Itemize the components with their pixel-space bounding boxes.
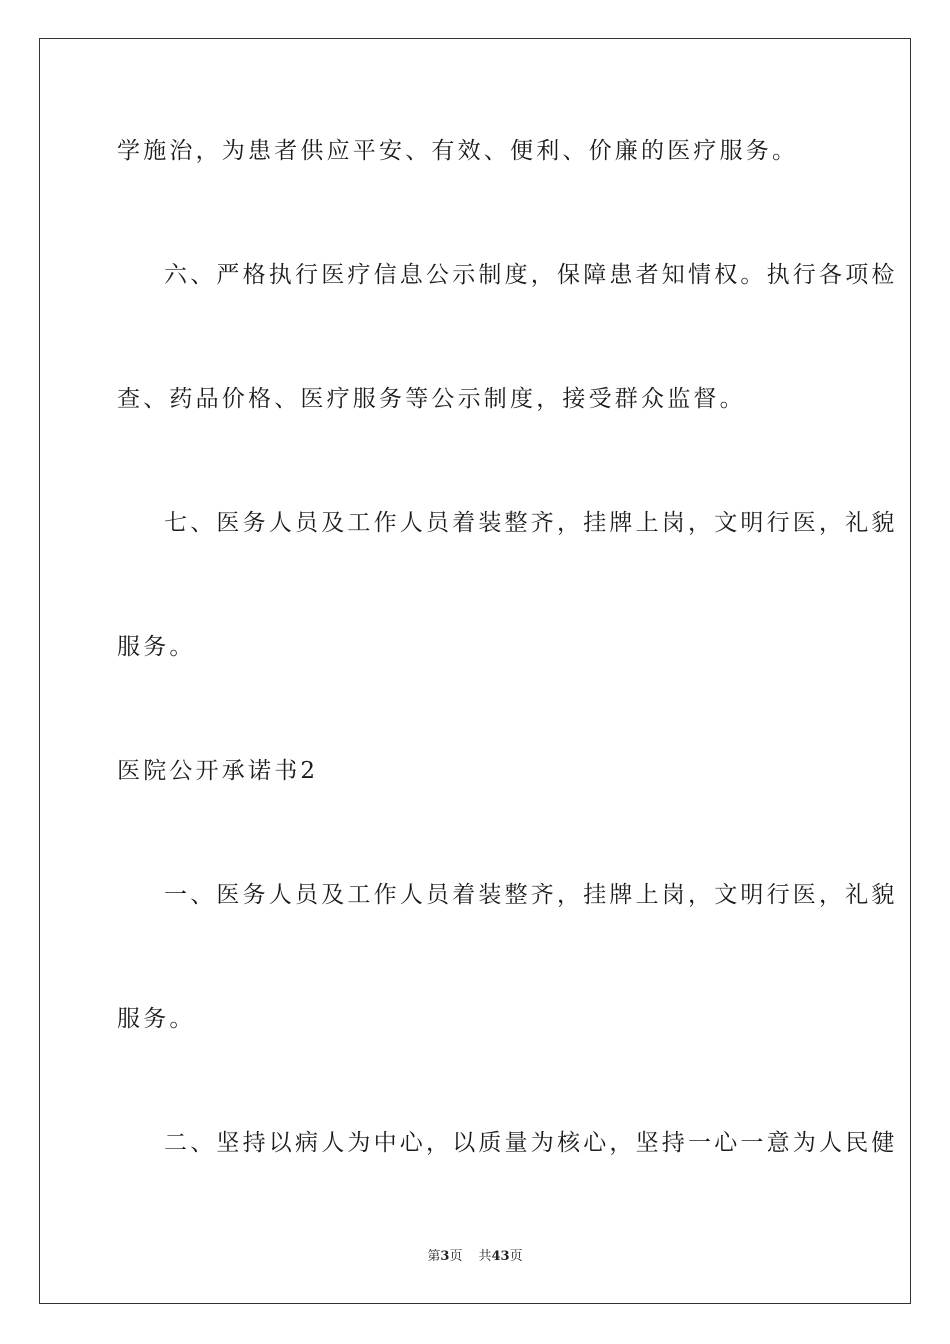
paragraph-line-1: 学施治，为患者供应平安、有效、便利、价廉的医疗服务。 <box>117 138 799 164</box>
paragraph-line-2: 六、严格执行医疗信息公示制度，保障患者知情权。执行各项检 <box>164 262 898 288</box>
page-number: 3 <box>440 1249 450 1264</box>
page-border <box>39 38 911 1304</box>
total-suffix: 页 <box>509 1249 523 1264</box>
paragraph-line-5: 服务。 <box>117 634 196 660</box>
paragraph-line-4: 七、医务人员及工作人员着装整齐，挂牌上岗，文明行医，礼貌 <box>164 510 898 536</box>
page-suffix: 页 <box>449 1249 463 1264</box>
section-heading: 医院公开承诺书2 <box>117 758 319 784</box>
paragraph-line-8: 二、坚持以病人为中心，以质量为核心，坚持一心一意为人民健 <box>164 1130 898 1156</box>
total-pages: 43 <box>491 1249 510 1264</box>
paragraph-line-7: 服务。 <box>117 1006 196 1032</box>
page-footer <box>0 1248 950 1266</box>
page-prefix: 第 <box>427 1249 441 1264</box>
paragraph-line-3: 查、药品价格、医疗服务等公示制度，接受群众监督。 <box>117 386 746 412</box>
paragraph-line-6: 一、医务人员及工作人员着装整齐，挂牌上岗，文明行医，礼貌 <box>164 882 898 908</box>
total-prefix: 共 <box>478 1249 492 1264</box>
